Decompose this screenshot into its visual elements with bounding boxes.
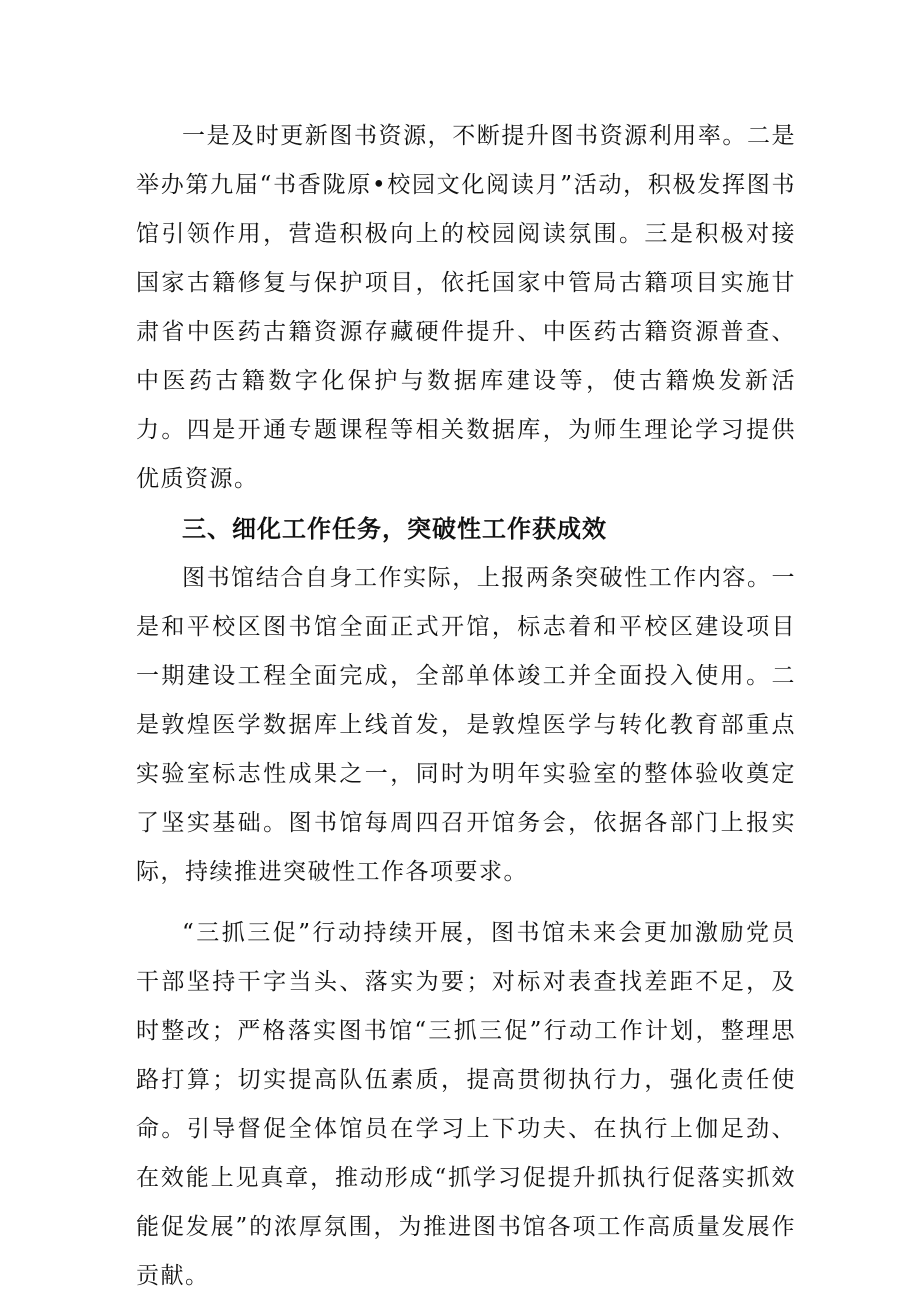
paragraph-spacer	[136, 897, 796, 909]
paragraph-library-resources: 一是及时更新图书资源，不断提升图书资源利用率。二是举办第九届“书香陇原•校园文化阅读月”活动，积极发挥图书馆引领作用，营造积极向上的校园阅读氛围。三是积极对接国家古籍修复与保护项目，依托国家中管局古籍项目实施甘肃省中医药古籍资源存藏硬件提升、中医药古籍资源普查、中医药古籍数字化保护与数据库建设等，使古籍焕发新活力。四是开通专题课程等相关数据库，为师生理论学习提供优质资源。	[136, 123, 796, 492]
paragraph-three-grasps-action: “三抓三促”行动持续开展，图书馆未来会更加激励党员干部坚持干字当头、落实为要；对标对表查找差距不足，及时整改；严格落实图书馆“三抓三促”行动工作计划，整理思路打算；切实提高队伍素质，提高贯彻执行力，强化责任使命。引导督促全体馆员在学习上下功夫、在执行上伽足劲、在效能上见真章，推动形成“抓学习促提升抓执行促落实抓效能促发展”的浓厚氛围，为推进图书馆各项工作高质量发展作贡献。	[136, 920, 796, 1289]
paragraph-breakthrough-work: 图书馆结合自身工作实际，上报两条突破性工作内容。一是和平校区图书馆全面正式开馆，标志着和平校区建设项目一期建设工程全面完成，全部单体竣工并全面投入使用。二是敦煌医学数据库上线首发，是敦煌医学与转化教育部重点实验室标志性成果之一，同时为明年实验室的整体验收奠定了坚实基础。图书馆每周四召开馆务会，依据各部门上报实际，持续推进突破性工作各项要求。	[136, 565, 796, 885]
document-body	[136, 112, 796, 1301]
section-heading-three: 三、细化工作任务，突破性工作获成效	[182, 515, 607, 543]
